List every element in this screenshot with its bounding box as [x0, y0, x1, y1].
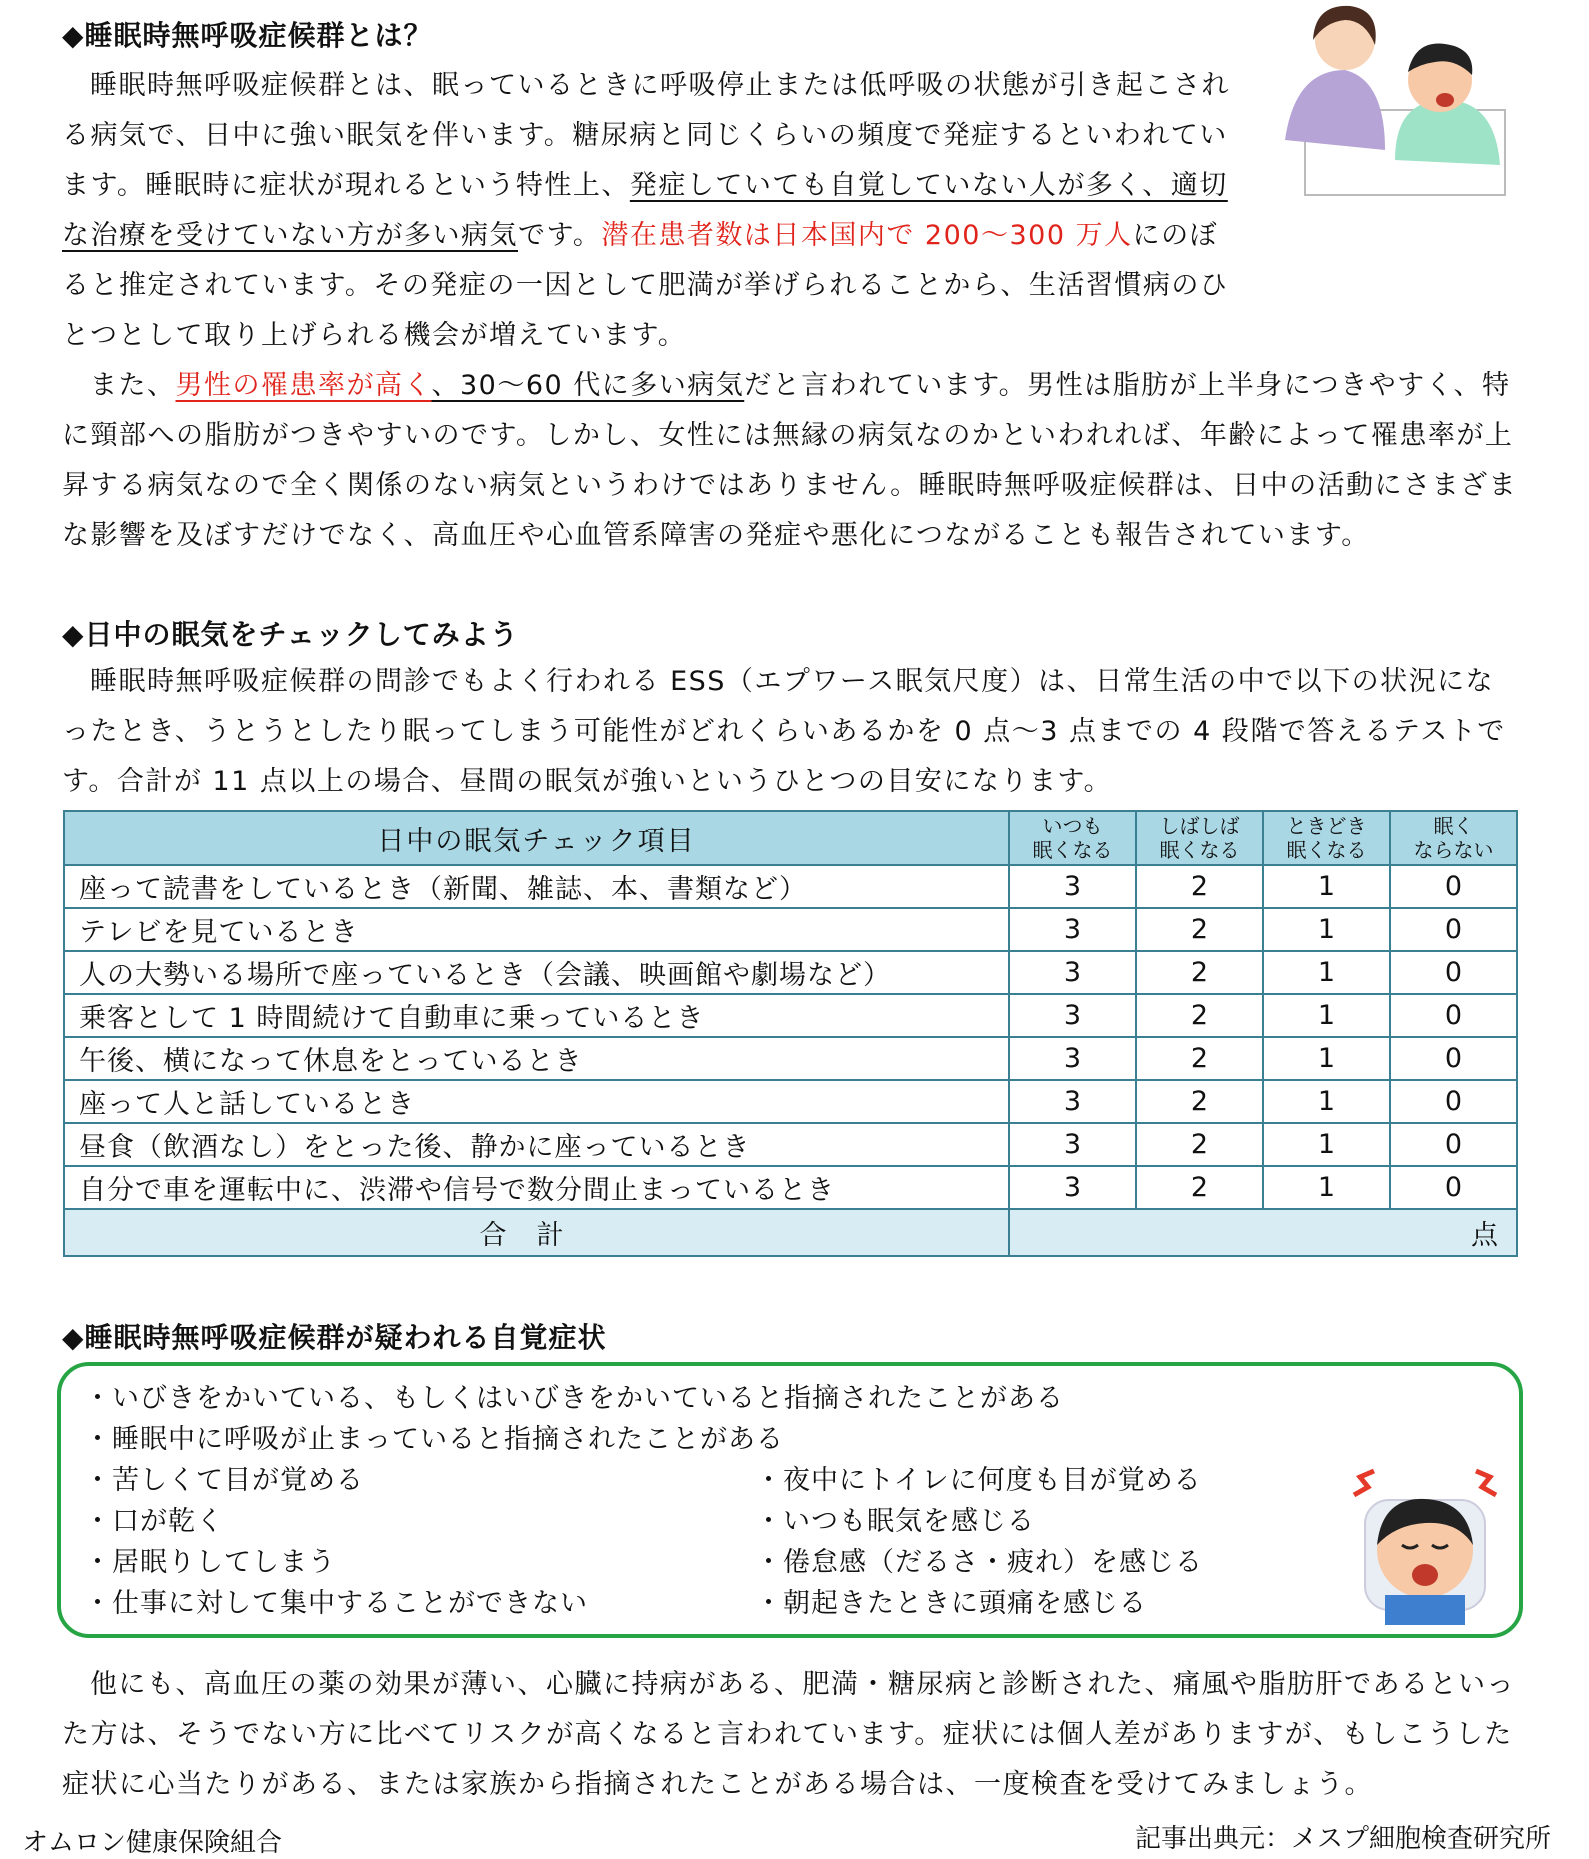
- score-cell[interactable]: 3: [1009, 1123, 1136, 1166]
- score-cell[interactable]: 1: [1263, 865, 1390, 908]
- ess-header-col-3: いつも 眠くなる: [1009, 811, 1136, 865]
- p1-text-a: 睡眠時無呼吸症候群とは、眠っているときに呼吸停止または低呼吸の状態が引き起こされる病気で、日中に強い眠気を伴います。糖尿病と同じくらいの頻度で発症するといわれています。睡眠時に症状が現れるという特性上、: [62, 70, 1230, 201]
- p2-underline: 、30～60 代に多い病気: [431, 370, 745, 401]
- ess-total-label: 合計: [64, 1209, 1009, 1256]
- sas-paragraph-1: [62, 61, 1242, 361]
- table-row: 座って人と話しているとき 3 2 1 0: [64, 1080, 1517, 1123]
- score-cell[interactable]: 1: [1263, 1166, 1390, 1209]
- score-cell[interactable]: 2: [1136, 951, 1263, 994]
- score-cell[interactable]: 1: [1263, 994, 1390, 1037]
- sas-paragraph-2: [62, 361, 1522, 561]
- score-cell[interactable]: 2: [1136, 1123, 1263, 1166]
- score-cell[interactable]: 0: [1390, 1037, 1517, 1080]
- score-cell[interactable]: 3: [1009, 951, 1136, 994]
- score-cell[interactable]: 3: [1009, 908, 1136, 951]
- score-cell[interactable]: 1: [1263, 908, 1390, 951]
- score-cell[interactable]: 1: [1263, 951, 1390, 994]
- table-row: 人の大勢いる場所で座っているとき（会議、映画館や劇場など） 3 2 1 0: [64, 951, 1517, 994]
- p1-highlight-red: 潜在患者数は日本国内で 200～300 万人: [601, 220, 1133, 251]
- table-row: 昼食（飲酒なし）をとった後、静かに座っているとき 3 2 1 0: [64, 1123, 1517, 1166]
- score-cell[interactable]: 3: [1009, 865, 1136, 908]
- footer-organization: オムロン健康保険組合: [22, 1828, 283, 1858]
- list-item: ・ 睡眠中に呼吸が止まっていると指摘されたことがある: [84, 1419, 1064, 1460]
- score-cell[interactable]: 2: [1136, 908, 1263, 951]
- score-cell[interactable]: 1: [1263, 1037, 1390, 1080]
- list-item: ・ 倦怠感（だるさ・疲れ）を感じる: [755, 1542, 1203, 1583]
- table-row: テレビを見ているとき 3 2 1 0: [64, 908, 1517, 951]
- score-cell[interactable]: 2: [1136, 1166, 1263, 1209]
- score-cell[interactable]: 0: [1390, 994, 1517, 1037]
- score-cell[interactable]: 0: [1390, 1080, 1517, 1123]
- p2-highlight-red: 男性の罹患率が高く: [175, 370, 432, 401]
- p1-text-c: にのぼると推定されています。その発症の一因として肥満が挙げられることから、生活習慣病のひとつとして取り上げられる機会が増えています。: [62, 220, 1229, 351]
- closing-paragraph: 他にも、高血圧の薬の効果が薄い、心臓に持病がある、肥満・糖尿病と診断された、痛風や脂肪肝であるといった方は、そうでない方に比べてリスクが高くなると言われています。症状には個人差がありますが、もしこうした症状に心当たりがある、または家族から指摘されたことがある場合は、一度検査を受けてみましょう。: [62, 1669, 1515, 1800]
- table-row: 乗客として 1 時間続けて自動車に乗っているとき 3 2 1 0: [64, 994, 1517, 1037]
- section-title-symptoms: ◆睡眠時無呼吸症候群が疑われる自覚症状: [62, 1321, 607, 1354]
- ess-intro: 睡眠時無呼吸症候群の問診でもよく行われる ESS（エプワース眠気尺度）は、日常生活の中で以下の状況になったとき、うとうとしたり眠ってしまう可能性がどれくらいあるかを 0 点～3 点までの 4 段階で答えるテストです。合計が 11 点以上の場合、昼間の眠気が強いというひとつの目安になります。: [62, 666, 1506, 797]
- p2-text-b: だと言われています。男性は脂肪が上半身につきやすく、特に頸部への脂肪がつきやすいのです。しかし、女性には無縁の病気なのかといわれれば、年齢によって罹患率が上昇する病気なので全く関係のない病気というわけではありません。睡眠時無呼吸症候群は、日中の活動にさまざまな影響を及ぼすだけでなく、高血圧や心血管系障害の発症や悪化につながることも報告されています。: [62, 370, 1518, 551]
- score-cell[interactable]: 0: [1390, 1123, 1517, 1166]
- list-item: ・ 口が乾く: [84, 1501, 588, 1542]
- table-row: 座って読書をしているとき（新聞、雑誌、本、書類など） 3 2 1 0: [64, 865, 1517, 908]
- symptoms-full-list: [84, 1378, 1064, 1460]
- couple-illustration: [1275, 0, 1515, 200]
- score-cell[interactable]: 0: [1390, 908, 1517, 951]
- ess-total-field[interactable]: 点: [1009, 1209, 1517, 1256]
- score-cell[interactable]: 0: [1390, 1166, 1517, 1209]
- section-title-ess: ◆日中の眠気をチェックしてみよう: [62, 618, 519, 651]
- ess-table: [63, 810, 1518, 1257]
- table-row: 午後、横になって休息をとっているとき 3 2 1 0: [64, 1037, 1517, 1080]
- ess-header-col-0: 眠く ならない: [1390, 811, 1517, 865]
- symptoms-right-list: [755, 1460, 1203, 1624]
- list-item: ・ いびきをかいている、もしくはいびきをかいていると指摘されたことがある: [84, 1378, 1064, 1419]
- snoring-man-illustration: [1340, 1445, 1510, 1625]
- p1-text-b: です。: [518, 220, 602, 251]
- section-title-sas: ◆睡眠時無呼吸症候群とは？: [62, 19, 433, 52]
- score-cell[interactable]: 2: [1136, 865, 1263, 908]
- score-cell[interactable]: 2: [1136, 994, 1263, 1037]
- score-cell[interactable]: 3: [1009, 1166, 1136, 1209]
- p2-text-a: また、: [90, 370, 176, 401]
- symptoms-left-list: [84, 1460, 588, 1624]
- score-cell[interactable]: 0: [1390, 865, 1517, 908]
- p1-underline: 発症していても自覚していない人が多く、適切な治療を受けていない方が多い病気: [62, 170, 1228, 251]
- ess-header-row: [64, 811, 1517, 865]
- score-cell[interactable]: 1: [1263, 1123, 1390, 1166]
- list-item: ・ 夜中にトイレに何度も目が覚める: [755, 1460, 1203, 1501]
- list-item: ・ 仕事に対して集中することができない: [84, 1583, 588, 1624]
- ess-header-col-1: ときどき 眠くなる: [1263, 811, 1390, 865]
- score-cell[interactable]: 2: [1136, 1037, 1263, 1080]
- ess-header-item: 日中の眠気チェック項目: [64, 811, 1009, 865]
- ess-header-col-2: しばしば 眠くなる: [1136, 811, 1263, 865]
- list-item: ・ 朝起きたときに頭痛を感じる: [755, 1583, 1203, 1624]
- score-cell[interactable]: 3: [1009, 1037, 1136, 1080]
- list-item: ・ 居眠りしてしまう: [84, 1542, 588, 1583]
- score-cell[interactable]: 3: [1009, 994, 1136, 1037]
- score-cell[interactable]: 1: [1263, 1080, 1390, 1123]
- list-item: ・ いつも眠気を感じる: [755, 1501, 1203, 1542]
- score-cell[interactable]: 3: [1009, 1080, 1136, 1123]
- footer-source: 記事出典元：メスプ細胞検査研究所: [1134, 1824, 1551, 1854]
- score-cell[interactable]: 0: [1390, 951, 1517, 994]
- ess-total-row: [64, 1209, 1517, 1256]
- list-item: ・ 苦しくて目が覚める: [84, 1460, 588, 1501]
- table-row: 自分で車を運転中に、渋滞や信号で数分間止まっているとき 3 2 1 0: [64, 1166, 1517, 1209]
- score-cell[interactable]: 2: [1136, 1080, 1263, 1123]
